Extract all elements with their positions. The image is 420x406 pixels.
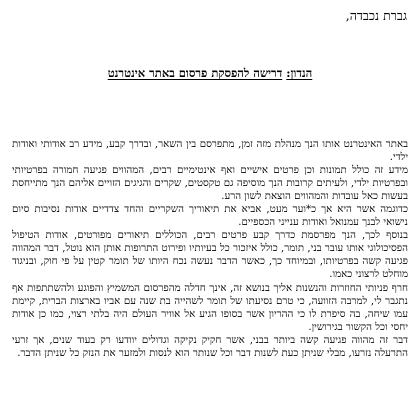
body-paragraph: דבר זה מהווה פגיעה קשה ביותר בבני, אשר חקיק נקיקה וגדולים יוודעו רק בעוד שנים, אך זרעי התרעלה נזרעו, מבלי שניתן כעת לשנות דבר וכל שנותר הוא לנסות ולמזער את הנזק כל שניתן הדבר.	[12, 334, 408, 359]
body-paragraph: באתר האינטרנט אותו הנך מנהלת מזה זמן, מתפרסם בין השאר, ובדרך קבע, מידע רב אודותי ואודות ילדי.	[12, 139, 408, 164]
body-paragraph: חרף פניותי החוזרות והנשנות אליך בנושא זה, אינך חדלה מהפרסום המשמיץ והפוגע ולהשתתפות אף נתגבר לי, למרבה הזוועה, כי טרם נסיעתו של תומר לשהייה בת שנה עם אביו בארצות הברית, קיימת עמו שיחה, בה סיפרת לו כי ההריון אשר בסופו הגיע אל אוויר העולם היה בלתי רצוי, כמו כן אודות יחסי וכל הקשור בגירושין.	[12, 282, 408, 333]
salutation: גברת נכבדה,	[345, 8, 407, 23]
subject-prefix: הנדון:	[286, 66, 313, 80]
subject-text: דרישה להפסקת פרסום באתר אינטרנט	[107, 66, 283, 80]
subject-line	[0, 67, 420, 80]
body-paragraph: מידע זה כולל תמונות וכן פרטים אישיים ואף אינטימיים רבים, המהווים פגיעה חמורה בפרטיותי ובפרטיות ילדי, ולעיתים קרובות הנך מוסיפה גם טקסטים, שקרים והגיגים הזויים אליהם הנך מתייחסת בעשות כאל עובדות והמהווים הוצאת לשון הרע.	[12, 165, 408, 203]
body-paragraph: בנוסף לכך, הנך מפרסמת כדרך קבע פרטים רבים, הכוללים תיאורים מפורטים, אודות הטיפול הפסיכולוגי אותו עובר בני, תומר, כולל איזכור כל בעיותיו ופירוט התרופות אותן הוא נוטל, דבר המהווה פגיעה קשה בפרטיותו, ובמיוחד כך, כאשר הדבר נעשה נכח היותו של תומר קטין על פי חוק, ובניגוד מוחלט לרצוני כאמו.	[12, 230, 408, 281]
body-paragraph: כדוגמה אשר היא אך כ*וער מעט, אביא את תיאוריך השקריים והחד צדדיים אודות נסיבות סיום נישואי לבנך עמנואל ואודות ענייני הכספיים.	[12, 204, 408, 229]
letter-body	[12, 138, 408, 360]
